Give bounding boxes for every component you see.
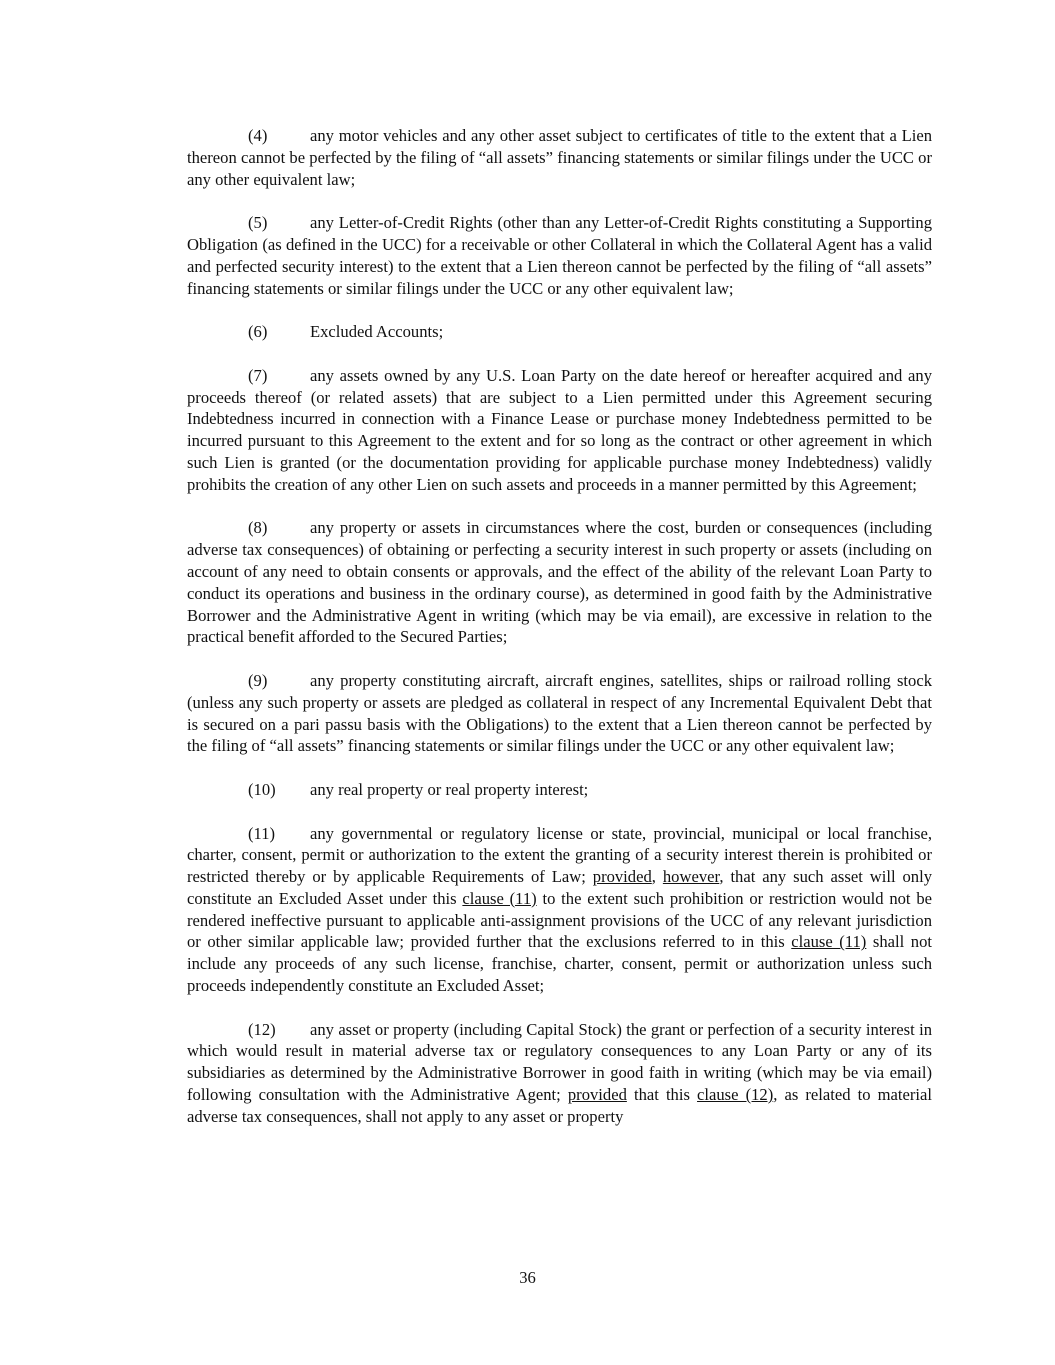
paragraph-number: (12) xyxy=(248,1019,276,1039)
clause-reference: clause (11) xyxy=(462,888,537,908)
paragraph-text: any motor vehicles and any other asset subject to certificates of title to the extent that a Lien thereon cannot be perfected by the filing of “all assets” financing statements or similar filings under the UCC or any other equivalent law; xyxy=(187,126,932,189)
paragraph-text: any assets owned by any U.S. Loan Party on the date hereof or hereafter acquired and any proceeds thereof (or related assets) that are subject to a Lien permitted under this Agreement securing Indebtedness incurred in connection with a Finance Lease or purchase money Indebtedness permitted to be incurred pursuant to this Agreement to the extent and for so long as the contract or other agreement in which such Lien is granted (or the documentation providing for applicable purchase money Indebtedness) validly prohibits the creation of any other Lien on such assets and proceeds in a manner permitted by this Agreement; xyxy=(187,365,932,494)
paragraph-number: (11) xyxy=(248,823,276,843)
paragraph-6 xyxy=(187,321,932,343)
however-term: however xyxy=(662,867,720,887)
paragraph-text: , xyxy=(651,867,663,887)
paragraph-text: to the extent such prohibition or restriction would not be rendered ineffective pursuant to applicable anti-assignment provisions of the UCC of any relevant jurisdiction or other similar applicable law; provided further that the exclusions referred to in this xyxy=(187,888,933,952)
paragraph-5 xyxy=(187,212,932,299)
paragraph-8 xyxy=(187,517,932,648)
paragraph-11 xyxy=(187,823,932,997)
paragraph-text: Excluded Accounts; xyxy=(310,322,444,342)
paragraph-text: any asset or property (including Capital Stock) the grant or perfection of a security interest in which would result in material adverse tax or regulatory consequences to any Loan Party or any of its subsidiaries as determined by the Administrative Borrower in good faith in writing (which may be via email) following consultation with the Administrative Agent; xyxy=(187,1019,932,1105)
document-page xyxy=(187,125,932,1149)
paragraph-text: any property constituting aircraft, aircraft engines, satellites, ships or railroad rolling stock (unless any such property or assets are pledged as collateral in respect of any Incremental Equivalent Debt that is secured on a pari passu basis with the Obligations) to the extent that a Lien thereon cannot be perfected by the filing of “all assets” financing statements or similar filings under the UCC or any other equivalent law; xyxy=(187,670,932,756)
page-number: 36 xyxy=(519,1268,536,1287)
paragraph-text: , as related to material adverse tax consequences, shall not apply to any asset or property xyxy=(187,1085,932,1126)
paragraph-4 xyxy=(187,125,932,190)
paragraph-text: any governmental or regulatory license or state, provincial, municipal or local franchise, charter, consent, permit or authorization to the extent the granting of a security interest therein is prohibited or restricted thereby or by applicable Requirements of Law; xyxy=(187,823,932,887)
paragraph-12 xyxy=(187,1019,932,1128)
clause-reference: clause (11) xyxy=(791,932,867,952)
provided-term: provided xyxy=(592,867,652,887)
paragraph-text: any Letter-of-Credit Rights (other than any Letter-of-Credit Rights constituting a Supporting Obligation (as defined in the UCC) for a receivable or other Collateral in which the Collateral Agent has a valid and perfected security interest) to the extent that a Lien thereon cannot be perfected by the filing of “all assets” financing statements or similar filings under the UCC or any other equivalent law; xyxy=(187,213,932,298)
paragraph-number: (10) xyxy=(248,779,276,799)
paragraph-text: any real property or real property interest; xyxy=(310,779,589,799)
provided-term: provided xyxy=(567,1085,627,1105)
paragraph-number: (6) xyxy=(248,322,268,342)
paragraph-text: , that any such asset will only constitute an Excluded Asset under this xyxy=(187,867,933,908)
paragraph-number: (7) xyxy=(248,365,268,385)
paragraph-9 xyxy=(187,670,932,757)
paragraph-number: (9) xyxy=(248,670,268,690)
paragraph-10 xyxy=(187,779,932,801)
clause-reference: clause (12) xyxy=(697,1085,774,1105)
paragraph-7 xyxy=(187,365,932,496)
paragraph-text: that this xyxy=(626,1085,698,1105)
paragraph-text: shall not include any proceeds of any such license, franchise, charter, consent, permit or authorization unless such proceeds independently constitute an Excluded Asset; xyxy=(187,932,932,996)
paragraph-number: (8) xyxy=(248,518,268,538)
paragraph-text: any property or assets in circumstances where the cost, burden or consequences (including adverse tax consequences) of obtaining or perfecting a security interest in such property or assets (including on account of any need to obtain consents or approvals, and the effect of the ability of the relevant Loan Party to conduct its operations and business in the ordinary course), as determined in good faith by the Administrative Borrower and the Administrative Agent in writing (which may be via email), are excessive in relation to the practical benefit afforded to the Secured Parties; xyxy=(187,518,932,647)
paragraph-number: (4) xyxy=(248,126,268,145)
paragraph-number: (5) xyxy=(248,213,268,233)
